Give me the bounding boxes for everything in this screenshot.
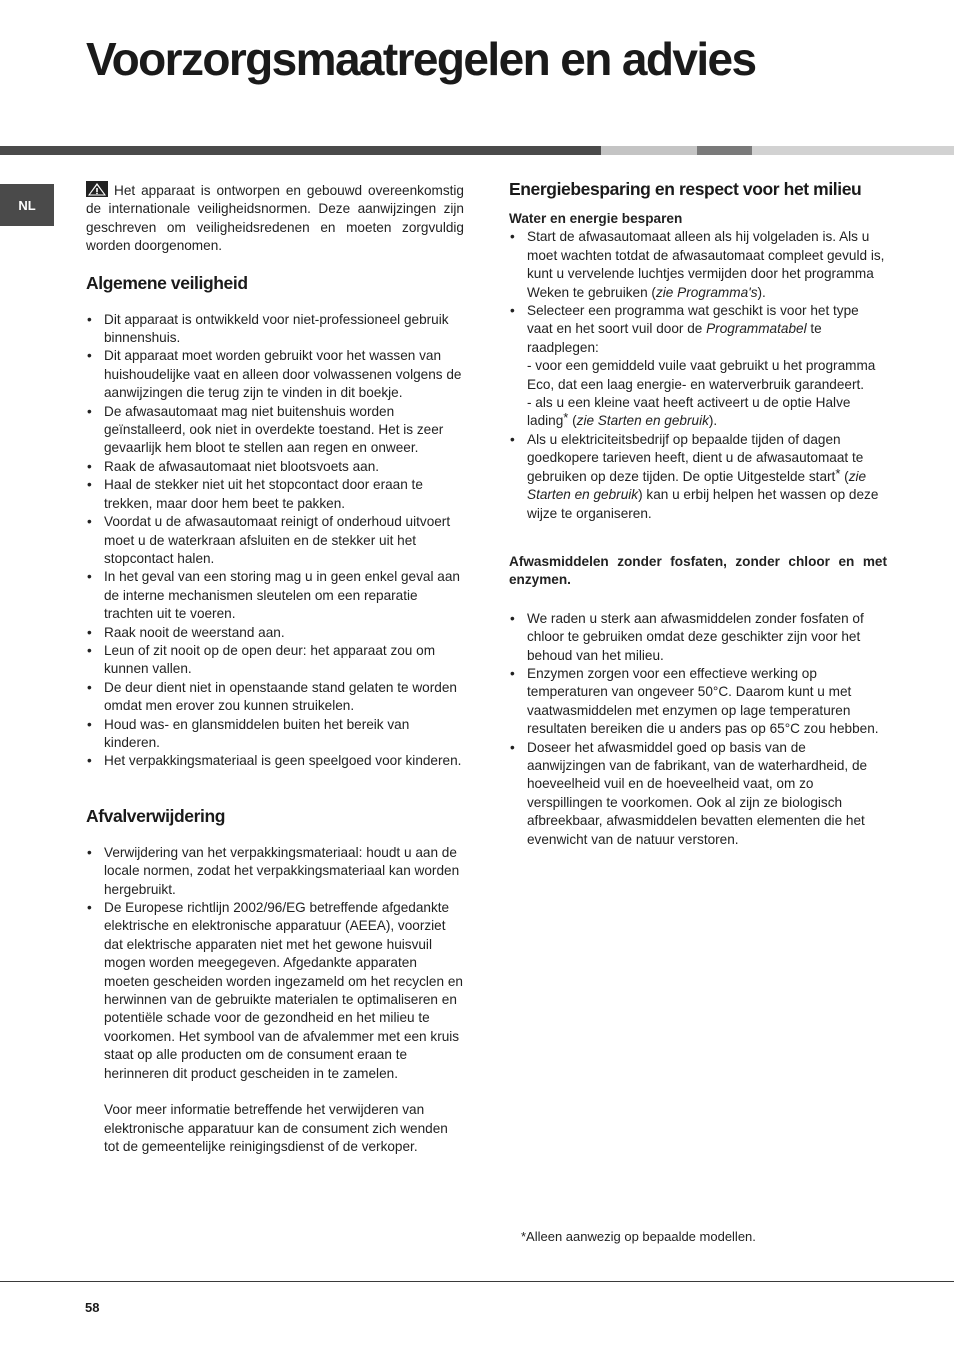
header-bar-dark [0, 146, 601, 155]
list-item: • Als u elektriciteitsbedrijf op bepaalde tijden of dagen goedkopere tarieven heeft, dient u de afwasautomaat te gebruiken op deze tijden. De optie Uitgestelde start* (zie Starten en gebruik) kan u erbij helpen het wassen op deze wijze te organiseren. [509, 431, 887, 523]
list-item: • Leun of zit nooit op de open deur: het apparaat zou om kunnen vallen. [86, 642, 464, 679]
header-bar-light [601, 146, 697, 155]
list-item: • Start de afwasautomaat alleen als hij volgeladen is. Als u moet wachten totdat de afwasautomaat compleet gevuld is, kunt u vervelende luchtjes vermijden door het programma Weken te gebruiken (zie Programma's). [509, 228, 887, 302]
intro-text: Het apparaat is ontworpen en gebouwd overeenkomstig de internationale veiligheidsnormen. Deze aanwijzingen zijn geschreven om veiligheidsredenen en moeten zorgvuldig worden doorgenomen. [86, 183, 464, 254]
list-item: • Enzymen zorgen voor een effectieve werking op temperaturen van ongeveer 50°C. Daarom kunt u met vaatwasmiddelen met enzymen op lage temperaturen resultaten bereiken die u anders pas op 65°C zou hebben. [509, 665, 887, 739]
reference-link: zie Programma's [655, 284, 758, 300]
heading-disposal: Afvalverwijdering [86, 805, 226, 826]
list-item: • In het geval van een storing mag u in geen enkel geval aan de interne mechanismen sleutelen om een reparatie trachten uit te voeren. [86, 568, 464, 623]
list-item: • Verwijdering van het verpakkingsmateriaal: houdt u aan de locale normen, zodat het verpakkingsmateriaal kan worden hergebruikt. [86, 844, 464, 899]
disposal-list [86, 844, 464, 1157]
reference-link: Programmatabel [706, 321, 807, 337]
reference-link: zie Starten en gebruik [576, 413, 709, 429]
list-item: • Haal de stekker niet uit het stopcontact door eraan te trekken, maar door hem beet te pakken. [86, 476, 464, 513]
heading-general-safety: Algemene veiligheid [86, 272, 248, 293]
warning-triangle-icon [86, 181, 108, 197]
detergent-list [509, 610, 887, 849]
list-item: • De afwasautomaat mag niet buitenshuis worden geïnstalleerd, ook niet in overdekte toestand. Het is zeer gevaarlijk hem bloot te stellen aan regen en onweer. [86, 403, 464, 458]
sub-item: - voor een gemiddeld vuile vaat gebruikt u het programma Eco, dat een laag energie- en waterverbruik garandeert. [527, 358, 876, 392]
list-item: • Dit apparaat moet worden gebruikt voor het wassen van huishoudelijke vaat en alleen door volwassenen volgens de aanwijzingen die terug zijn te vinden in dit boekje. [86, 347, 464, 402]
footnote: *Alleen aanwezig op bepaalde modellen. [521, 1229, 756, 1244]
language-tab: NL [0, 184, 54, 226]
page-title: Voorzorgsmaatregelen en advies [86, 33, 756, 85]
list-item: • Selecteer een programma wat geschikt is voor het type vaat en het soort vuil door de Programmatabel te raadplegen: - voor een gemiddeld vuile vaat gebruikt u het programma Eco, dat een laag energie- en waterverbruik garandeert. - als u een kleine vaat heeft activeert u de optie Halve lading* (zie Starten en gebruik). [509, 302, 887, 431]
page-number: 58 [85, 1300, 100, 1315]
list-item: • De deur dient niet in openstaande stand gelaten te worden omdat men erover zou kunnen struikelen. [86, 679, 464, 716]
list-item: • We raden u sterk aan afwasmiddelen zonder fosfaten of chloor te gebruiken omdat deze geschikter zijn voor het behoud van het milieu. [509, 610, 887, 665]
list-item: • Houd was- en glansmiddelen buiten het bereik van kinderen. [86, 716, 464, 753]
heading-detergents: Afwasmiddelen zonder fosfaten, zonder chloor en met enzymen. [509, 553, 887, 588]
footer-rule [0, 1281, 954, 1282]
energy-list [509, 228, 887, 523]
safety-list [86, 311, 464, 771]
list-item: • Raak nooit de weerstand aan. [86, 624, 464, 642]
reference-link: zie Starten en gebruik [527, 468, 867, 503]
header-bar-pale [752, 146, 954, 155]
header-bar-mid [697, 146, 752, 155]
directive-text: De Europese richtlijn 2002/96/EG betreffende afgedankte elektrische en elektronische apparatuur (AEEA), voorziet dat elektrische apparaten niet met het gewone huisvuil mogen worden meegegeven. Afgedankte apparaten moeten gescheiden worden ingezameld om het recyclen en herwinnen van de gebruikte materialen te optimaliseren en potentiële schade voor de gezondheid en het milieu te voorkomen. Het symbool van de afvalemmer met een kruis staat op alle producten om de consument eraan te herinneren dit product gescheiden in te zamelen. [104, 900, 463, 1081]
list-item: • Doseer het afwasmiddel goed op basis van de aanwijzingen van de fabrikant, van de waterhardheid, de hoeveelheid vuil en de hoeveelheid vaat, om zo verspillingen te voorkomen. Ook al zijn ze biologisch afbreekbaar, afwasmiddelen bevatten elementen die het evenwicht van de natuur verstoren. [509, 739, 887, 849]
list-item: • Dit apparaat is ontwikkeld voor niet-professioneel gebruik binnenshuis. [86, 311, 464, 348]
intro-paragraph [86, 181, 464, 256]
right-column [509, 179, 887, 849]
heading-energy: Energiebesparing en respect voor het milieu [509, 179, 862, 199]
disposal-more-info: Voor meer informatie betreffende het verwijderen van elektronische apparatuur kan de consument zich wenden tot de gemeentelijke reinigingsdienst of de verkoper. [104, 1102, 448, 1155]
list-item: • Raak de afwasautomaat niet blootsvoets aan. [86, 458, 464, 476]
list-item [86, 899, 464, 1157]
left-column [86, 181, 464, 1157]
list-item: • Voordat u de afwasautomaat reinigt of onderhoud uitvoert moet u de waterkraan afsluiten en de stekker uit het stopcontact halen. [86, 513, 464, 568]
sub-item: - als u een kleine vaat heeft activeert u de optie Halve lading* (zie Starten en gebruik). [527, 395, 851, 429]
subheading-water-energy: Water en energie besparen [509, 211, 683, 226]
list-item: • Het verpakkingsmateriaal is geen speelgoed voor kinderen. [86, 752, 464, 770]
